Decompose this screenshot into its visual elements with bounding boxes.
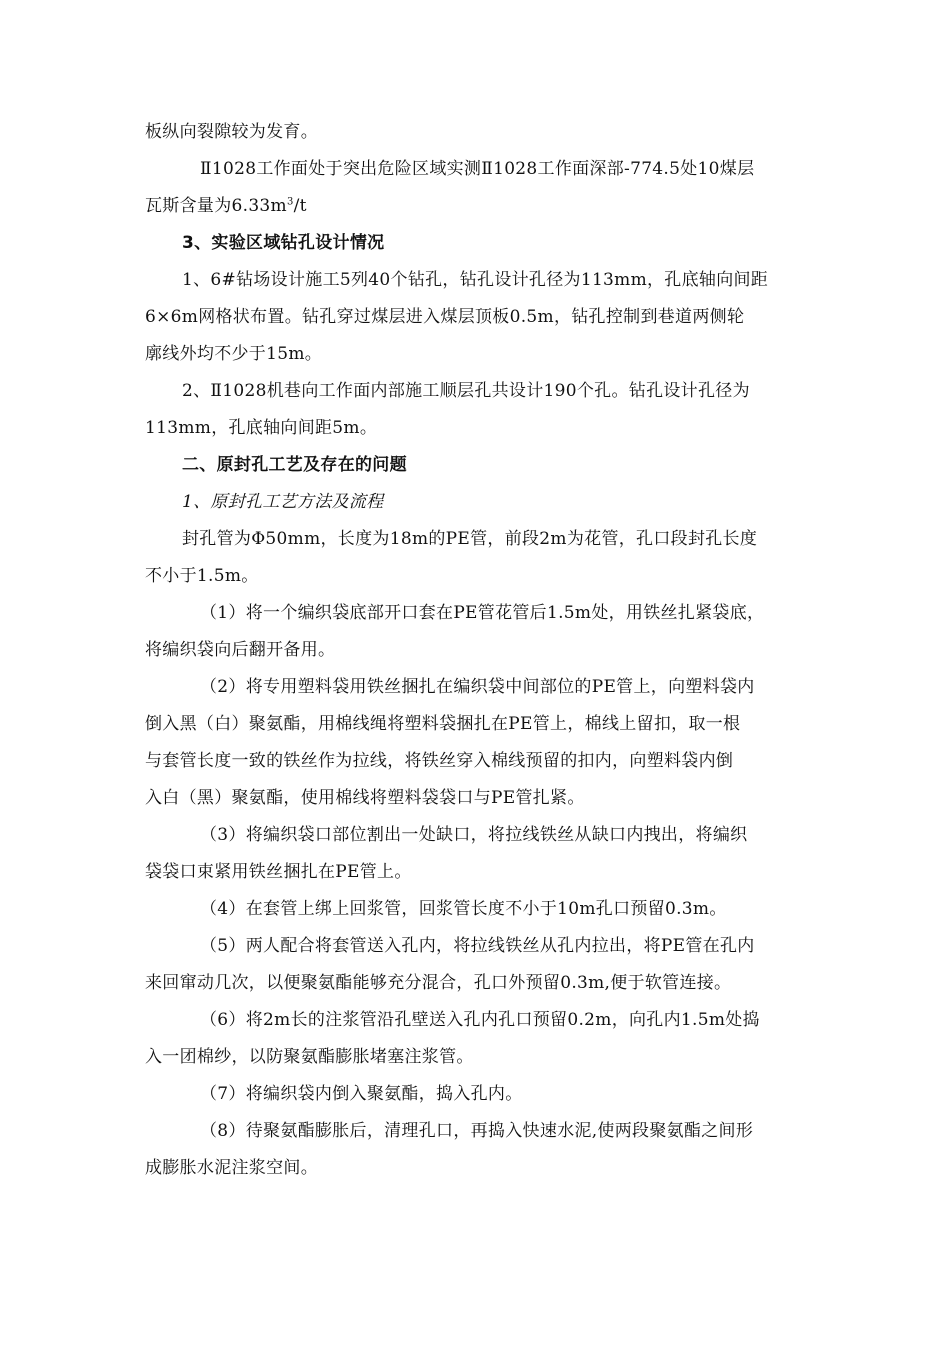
gas-content-text: 瓦斯含量为6.33m bbox=[145, 196, 287, 216]
step-line: （6）将2m长的注浆管沿孔壁送入孔内孔口预留0.2m，向孔内1.5m处捣 bbox=[200, 1010, 760, 1030]
paragraph-line: Ⅱ1028工作面处于突出危险区域实测Ⅱ1028工作面深部-774.5处10煤层 bbox=[200, 159, 755, 179]
step-line: （7）将编织袋内倒入聚氨酯，捣入孔内。 bbox=[200, 1084, 523, 1104]
step-line: （8）待聚氨酯膨胀后，清理孔口，再捣入快速水泥,使两段聚氨酯之间形 bbox=[200, 1121, 754, 1141]
step-line: 来回窜动几次，以便聚氨酯能够充分混合，孔口外预留0.3m,便于软管连接。 bbox=[145, 973, 732, 993]
paragraph-line: 2、Ⅱ1028机巷向工作面内部施工顺层孔共设计190个孔。钻孔设计孔径为 bbox=[182, 381, 750, 401]
step-line: 将编织袋向后翻开备用。 bbox=[145, 640, 336, 660]
step-line: 成膨胀水泥注浆空间。 bbox=[145, 1158, 318, 1178]
paragraph-line: 不小于1.5m。 bbox=[145, 566, 259, 586]
step-line: （2）将专用塑料袋用铁丝捆扎在编织袋中间部位的PE管上，向塑料袋内 bbox=[200, 677, 755, 697]
step-line: 倒入黑（白）聚氨酯，用棉线绳将塑料袋捆扎在PE管上，棉线上留扣，取一根 bbox=[145, 714, 741, 734]
step-line: （5）两人配合将套管送入孔内，将拉线铁丝从孔内拉出，将PE管在孔内 bbox=[200, 936, 755, 956]
paragraph-line: 113mm，孔底轴向间距5m。 bbox=[145, 418, 378, 438]
step-line: 袋袋口束紧用铁丝捆扎在PE管上。 bbox=[145, 862, 412, 882]
subsection-heading: 1、原封孔工艺方法及流程 bbox=[182, 492, 384, 512]
paragraph-line bbox=[145, 188, 807, 225]
paragraph-line: 1、6#钻场设计施工5列40个钻孔，钻孔设计孔径为113mm，孔底轴向间距 bbox=[182, 270, 769, 290]
step-line: 与套管长度一致的铁丝作为拉线，将铁丝穿入棉线预留的扣内，向塑料袋内倒 bbox=[145, 751, 734, 771]
paragraph-line: 6×6m网格状布置。钻孔穿过煤层进入煤层顶板0.5m，钻孔控制到巷道两侧轮 bbox=[145, 307, 745, 327]
step-line: （1）将一个编织袋底部开口套在PE管花管后1.5m处，用铁丝扎紧袋底， bbox=[200, 603, 765, 623]
paragraph-line: 封孔管为Φ50mm，长度为18m的PE管，前段2m为花管，孔口段封孔长度 bbox=[182, 529, 758, 549]
step-line: 入白（黑）聚氨酯，使用棉线将塑料袋袋口与PE管扎紧。 bbox=[145, 788, 585, 808]
step-line: （3）将编织袋口部位割出一处缺口，将拉线铁丝从缺口内拽出，将编织 bbox=[200, 825, 748, 845]
step-line: （4）在套管上绑上回浆管，回浆管长度不小于10m孔口预留0.3m。 bbox=[200, 899, 727, 919]
section-heading: 二、原封孔工艺及存在的问题 bbox=[182, 455, 407, 475]
unit-tail: /t bbox=[293, 196, 307, 216]
unit-superscript: 3 bbox=[286, 196, 294, 208]
paragraph-line: 板纵向裂隙较为发育。 bbox=[145, 122, 318, 142]
step-line: 入一团棉纱，以防聚氨酯膨胀堵塞注浆管。 bbox=[145, 1047, 474, 1067]
document-page bbox=[145, 114, 807, 1187]
paragraph-line: 廓线外均不少于15m。 bbox=[145, 344, 323, 364]
section-heading: 3、实验区域钻孔设计情况 bbox=[182, 233, 385, 253]
